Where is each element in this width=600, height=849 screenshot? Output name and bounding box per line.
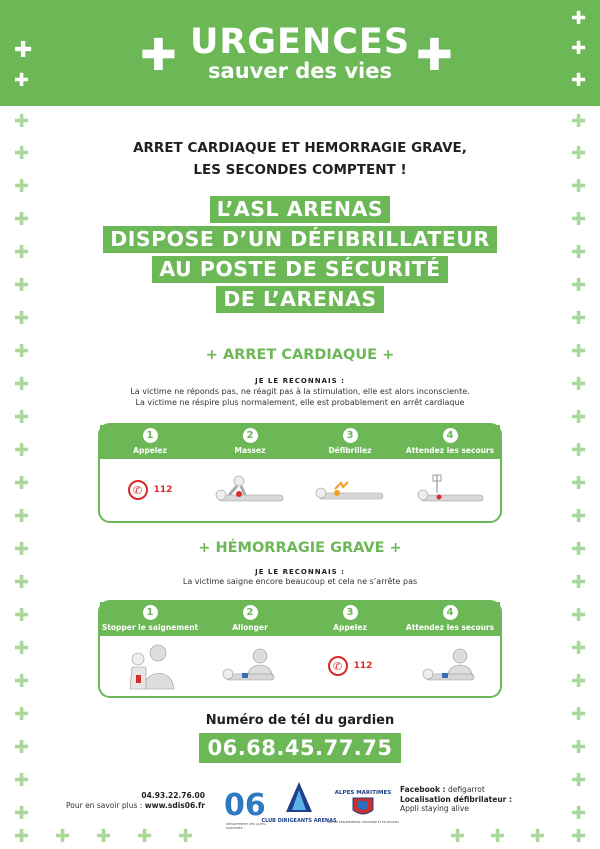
footer-social — [400, 785, 590, 814]
alpes-maritimes-caption: SERVICE DÉPARTEMENTAL D'INCENDIE ET DE SECOURS — [327, 821, 399, 824]
headline-line: DISPOSE D’UN DÉFIBRILLATEUR — [103, 226, 497, 253]
lying-victim-icon — [220, 646, 280, 686]
plus-icon: ✚ — [571, 572, 587, 593]
steps-header — [100, 602, 500, 636]
plus-icon: ✚ — [571, 242, 587, 263]
plus-icon: ✚ — [178, 826, 194, 847]
steps-illustrations — [100, 636, 500, 696]
facebook-label: Facebook : — [400, 785, 446, 794]
phone-badge — [328, 656, 373, 676]
plus-icon: ✚ — [490, 826, 506, 847]
step-4 — [400, 425, 500, 459]
headline-line: L’ASL ARENAS — [210, 196, 390, 223]
plus-icon: ✚ — [14, 572, 30, 593]
plus-icon: ✚ — [571, 70, 587, 91]
hemorrhage-recognize-label: JE LE RECONNAIS : — [255, 568, 345, 576]
facebook-value[interactable]: defigarrot — [447, 785, 485, 794]
plus-icon: ✚ — [14, 440, 30, 461]
plus-icon: ✚ — [14, 803, 30, 824]
plus-icon: ✚ — [571, 8, 587, 29]
plus-icon: ✚ — [14, 539, 30, 560]
intro-line: ARRET CARDIAQUE ET HEMORRAGIE GRAVE, — [133, 140, 467, 156]
steps-illustrations — [100, 459, 500, 521]
intro-text — [0, 137, 600, 181]
plus-icon: ✚ — [571, 803, 587, 824]
call-illustration — [300, 636, 400, 696]
plus-icon: ✚ — [571, 209, 587, 230]
wait-illustration — [400, 459, 500, 521]
steps-header — [100, 425, 500, 459]
emergency-number: 112 — [353, 661, 373, 671]
lying-victim-icon — [420, 646, 480, 686]
plus-icon: ✚ — [571, 38, 587, 59]
plus-icon: ✚ — [14, 506, 30, 527]
lie-down-illustration — [200, 636, 300, 696]
headline-line: DE L’ARENAS — [216, 286, 383, 313]
step-label: Allonger — [232, 623, 268, 632]
plus-icon: ✚ — [571, 737, 587, 758]
step-label: Appelez — [333, 623, 367, 632]
plus-icon: ✚ — [571, 826, 587, 847]
plus-icon: ✚ — [14, 308, 30, 329]
recognize-line: La victime ne réponds pas, ne réagit pas à la stimulation, elle est alors inconsciente. — [130, 387, 470, 396]
massage-illustration — [200, 459, 300, 521]
cardiac-section-title: + ARRET CARDIAQUE + — [205, 347, 395, 363]
step-1 — [100, 425, 200, 459]
headline-line: AU POSTE DE SÉCURITÉ — [152, 256, 447, 283]
plus-icon: ✚ — [14, 275, 30, 296]
step-number: 2 — [243, 428, 258, 443]
plus-icon: ✚ — [14, 638, 30, 659]
plus-icon: ✚ — [14, 143, 30, 164]
emergency-number: 112 — [153, 485, 173, 495]
plus-icon: ✚ — [14, 374, 30, 395]
plus-icon: ✚ — [14, 341, 30, 362]
step-4 — [400, 602, 500, 636]
phone-badge — [128, 480, 173, 500]
step-label: Appelez — [133, 446, 167, 455]
footer-website-link[interactable]: www.sdis06.fr — [144, 801, 205, 810]
hemorrhage-steps-panel — [98, 600, 502, 698]
plus-icon: ✚ — [571, 341, 587, 362]
page-subtitle: sauver des vies — [208, 59, 392, 83]
plus-icon: ✚ — [96, 826, 112, 847]
plus-icon: ✚ — [571, 143, 587, 164]
plus-icon: ✚ — [530, 826, 546, 847]
step-label: Attendez les secours — [405, 446, 495, 455]
step-label: Massez — [234, 446, 266, 455]
plus-icon: ✚ — [571, 473, 587, 494]
header-banner — [0, 0, 600, 106]
plus-icon: ✚ — [14, 737, 30, 758]
plus-icon: ✚ — [14, 38, 33, 63]
phone-icon: ✆ — [128, 480, 148, 500]
cardiac-recognize-label: JE LE RECONNAIS : — [255, 377, 345, 385]
plus-icon: ✚ — [14, 242, 30, 263]
plus-icon: ✚ — [14, 605, 30, 626]
stop-bleeding-illustration — [100, 636, 200, 696]
step-number: 4 — [443, 605, 458, 620]
page-title: URGENCES — [189, 22, 411, 62]
step-1 — [100, 602, 200, 636]
plus-icon: ✚ — [14, 111, 30, 132]
step-number: 2 — [243, 605, 258, 620]
plus-icon: ✚ — [571, 440, 587, 461]
guard-phone-wrap — [0, 733, 600, 763]
intro-line: LES SECONDES COMPTENT ! — [193, 162, 407, 178]
plus-icon: ✚ — [571, 671, 587, 692]
step-3 — [300, 425, 400, 459]
call-illustration — [100, 459, 200, 521]
step-number: 4 — [443, 428, 458, 443]
step-number: 3 — [343, 605, 358, 620]
step-label: Stopper le saignement — [101, 623, 199, 632]
cardiac-steps-panel — [98, 423, 502, 523]
plus-icon: ✚ — [571, 176, 587, 197]
plus-icon: ✚ — [14, 407, 30, 428]
plus-icon: ✚ — [14, 176, 30, 197]
footer-more-label: Pour en savoir plus : — [66, 801, 143, 810]
plus-icon: ✚ — [14, 671, 30, 692]
plus-icon: ✚ — [14, 209, 30, 230]
location-value: Appli staying alive — [400, 804, 469, 813]
departement-06-logo — [222, 783, 266, 825]
logo-06-text: 06 — [224, 788, 266, 823]
plus-icon: ✚ — [571, 638, 587, 659]
plus-icon: ✚ — [55, 826, 71, 847]
alpes-maritimes-text: ALPES MARITIMES — [334, 790, 392, 796]
plus-icon: ✚ — [571, 605, 587, 626]
wait-illustration — [400, 636, 500, 696]
plus-icon: ✚ — [14, 770, 30, 791]
guard-phone-label: Numéro de tél du gardien — [205, 713, 395, 728]
step-label: Attendez les secours — [405, 623, 495, 632]
plus-icon: ✚ — [571, 539, 587, 560]
step-number: 1 — [143, 605, 158, 620]
defibrillator-icon — [311, 475, 389, 505]
plus-icon: ✚ — [571, 407, 587, 428]
step-3 — [300, 602, 400, 636]
location-label: Localisation défibrilateur : — [400, 794, 512, 804]
plus-icon: ✚ — [14, 826, 30, 847]
footer-contact — [60, 791, 205, 811]
plus-icon: ✚ — [571, 275, 587, 296]
plus-icon: ✚ — [416, 30, 453, 81]
club-dirigeants-logo — [261, 780, 337, 830]
plus-icon: ✚ — [14, 473, 30, 494]
hemorrhage-recognize-text: La victime saigne encore beaucoup et cela ne s’arrête pas — [182, 577, 418, 586]
cardiac-recognize-text — [0, 386, 600, 408]
plus-icon: ✚ — [14, 70, 30, 91]
plus-icon: ✚ — [140, 30, 177, 81]
plus-icon: ✚ — [450, 826, 466, 847]
plus-icon: ✚ — [571, 506, 587, 527]
logo-06-caption: DÉPARTEMENT DES ALPES-MARITIMES — [226, 822, 267, 830]
defibrillate-illustration — [300, 459, 400, 521]
cpr-icon — [211, 475, 289, 505]
guard-phone-number[interactable]: 06.68.45.77.75 — [199, 733, 400, 763]
club-dirigeants-text: CLUB DIRIGEANTS ARENAS — [261, 818, 337, 824]
compression-icon — [120, 641, 180, 691]
step-number: 1 — [143, 428, 158, 443]
plus-icon: ✚ — [571, 770, 587, 791]
hemorrhage-section-title: + HÉMORRAGIE GRAVE + — [198, 540, 402, 556]
plus-icon: ✚ — [14, 704, 30, 725]
plus-icon: ✚ — [571, 374, 587, 395]
headline — [0, 196, 600, 313]
recognize-line: La victime ne réspire plus normalement, elle est probablement en arrêt cardiaque — [135, 398, 465, 407]
footer-phone[interactable]: 04.93.22.76.00 — [141, 791, 205, 800]
plus-icon: ✚ — [571, 704, 587, 725]
step-2 — [200, 425, 300, 459]
phone-icon: ✆ — [328, 656, 348, 676]
plus-icon: ✚ — [137, 826, 153, 847]
step-label: Défibrillez — [328, 446, 372, 455]
step-number: 3 — [343, 428, 358, 443]
recovery-icon — [411, 473, 489, 507]
alpes-maritimes-logo — [327, 786, 399, 830]
step-2 — [200, 602, 300, 636]
plus-icon: ✚ — [571, 308, 587, 329]
plus-icon: ✚ — [571, 111, 587, 132]
